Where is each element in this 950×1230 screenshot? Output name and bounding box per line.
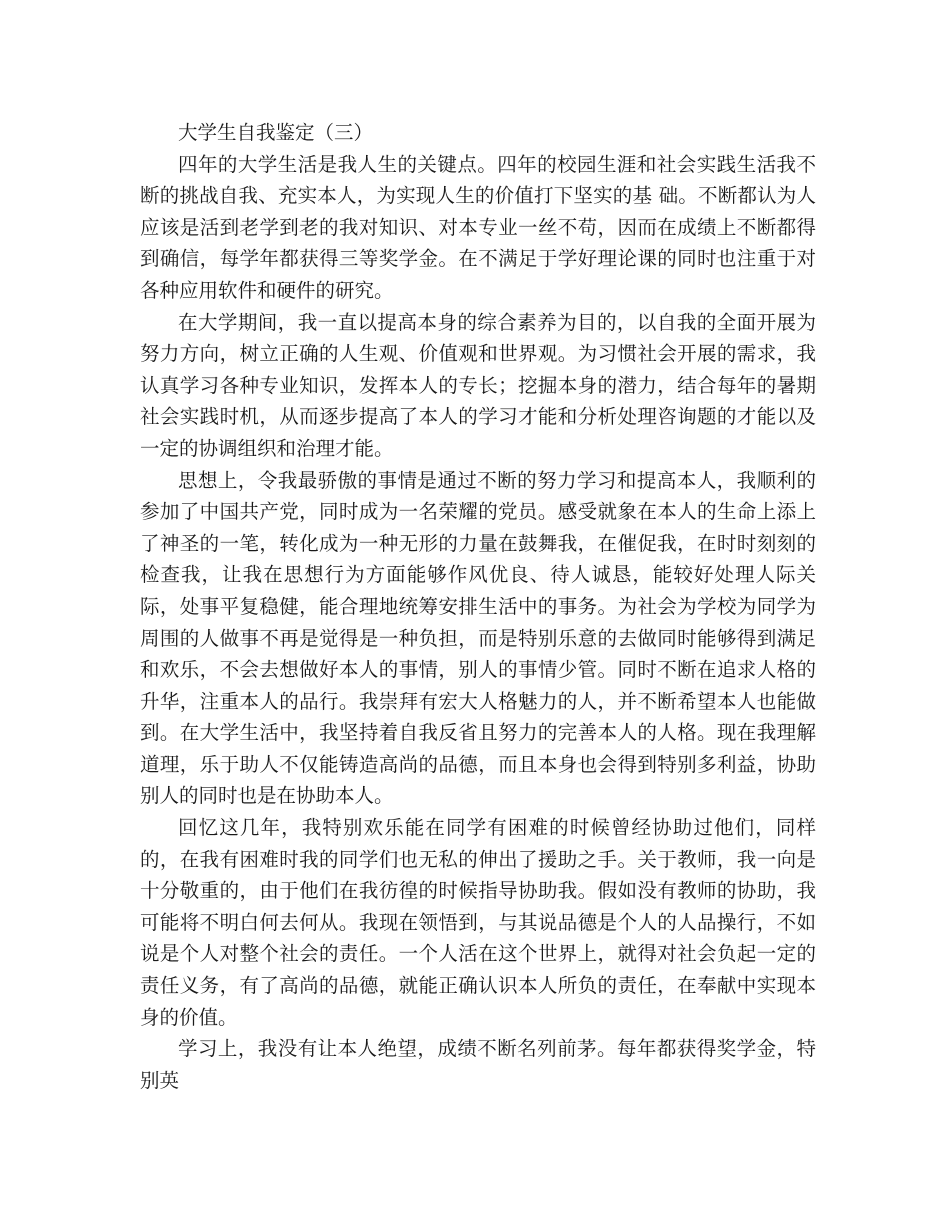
paragraph-5: 学习上，我没有让本人绝望，成绩不断名列前茅。每年都获得奖学金，特别英 (140, 1037, 816, 1092)
paragraph-2: 在大学期间，我一直以提高本身的综合素养为目的，以自我的全面开展为努力方向，树立正确的人生观、价值观和世界观。为习惯社会开展的需求，我认真学习各种专业知识，发挥本人的专长；挖掘本身的潜力，结合每年的暑期社会实践时机，从而逐步提高了本人的学习才能和分析处理咨询题的才能以及一定的协调组织和治理才能。 (140, 310, 816, 460)
paragraph-1: 四年的大学生活是我人生的关键点。四年的校园生涯和社会实践生活我不断的挑战自我、充实本人，为实现人生的价值打下坚实的基 础。不断都认为人应该是活到老学到老的我对知识、对本专业一丝不苟，因而在成绩上不断都得到确信，每学年都获得三等奖学金。在不满足于学好理论课的同时也注重于对各种应用软件和硬件的研究。 (140, 152, 816, 302)
paragraph-4: 回忆这几年，我特别欢乐能在同学有困难的时候曾经协助过他们，同样的，在我有困难时我的同学们也无私的伸出了援助之手。关于教师，我一向是十分敬重的，由于他们在我彷徨的时候指导协助我。假如没有教师的协助，我可能将不明白何去何从。我现在领悟到，与其说品德是个人的人品操行，不如说是个人对整个社会的责任。一个人活在这个世界上，就得对社会负起一定的责任义务，有了高尚的品德，就能正确认识本人所负的责任，在奉献中实现本身的价值。 (140, 816, 816, 1029)
document-body (140, 117, 816, 1096)
document-title: 大学生自我鉴定（三） (178, 121, 374, 144)
paragraph-3: 思想上，令我最骄傲的事情是通过不断的努力学习和提高本人，我顺利的参加了中国共产党，同时成为一名荣耀的党员。感受就象在本人的生命上添上了神圣的一笔，转化成为一种无形的力量在鼓舞我，在催促我，在时时刻刻的检查我，让我在思想行为方面能够作风优良、待人诚恳，能较好处理人际关际，处事平复稳健，能合理地统筹安排生活中的事务。为社会为学校为同学为周围的人做事不再是觉得是一种负担，而是特别乐意的去做同时能够得到满足和欢乐，不会去想做好本人的事情，别人的事情少管。同时不断在追求人格的升华，注重本人的品行。我崇拜有宏大人格魅力的人，并不断希望本人也能做到。在大学生活中，我坚持着自我反省且努力的完善本人的人格。现在我理解道理，乐于助人不仅能铸造高尚的品德，而且本身也会得到特别多利益，协助别人的同时也是在协助本人。 (140, 468, 816, 808)
